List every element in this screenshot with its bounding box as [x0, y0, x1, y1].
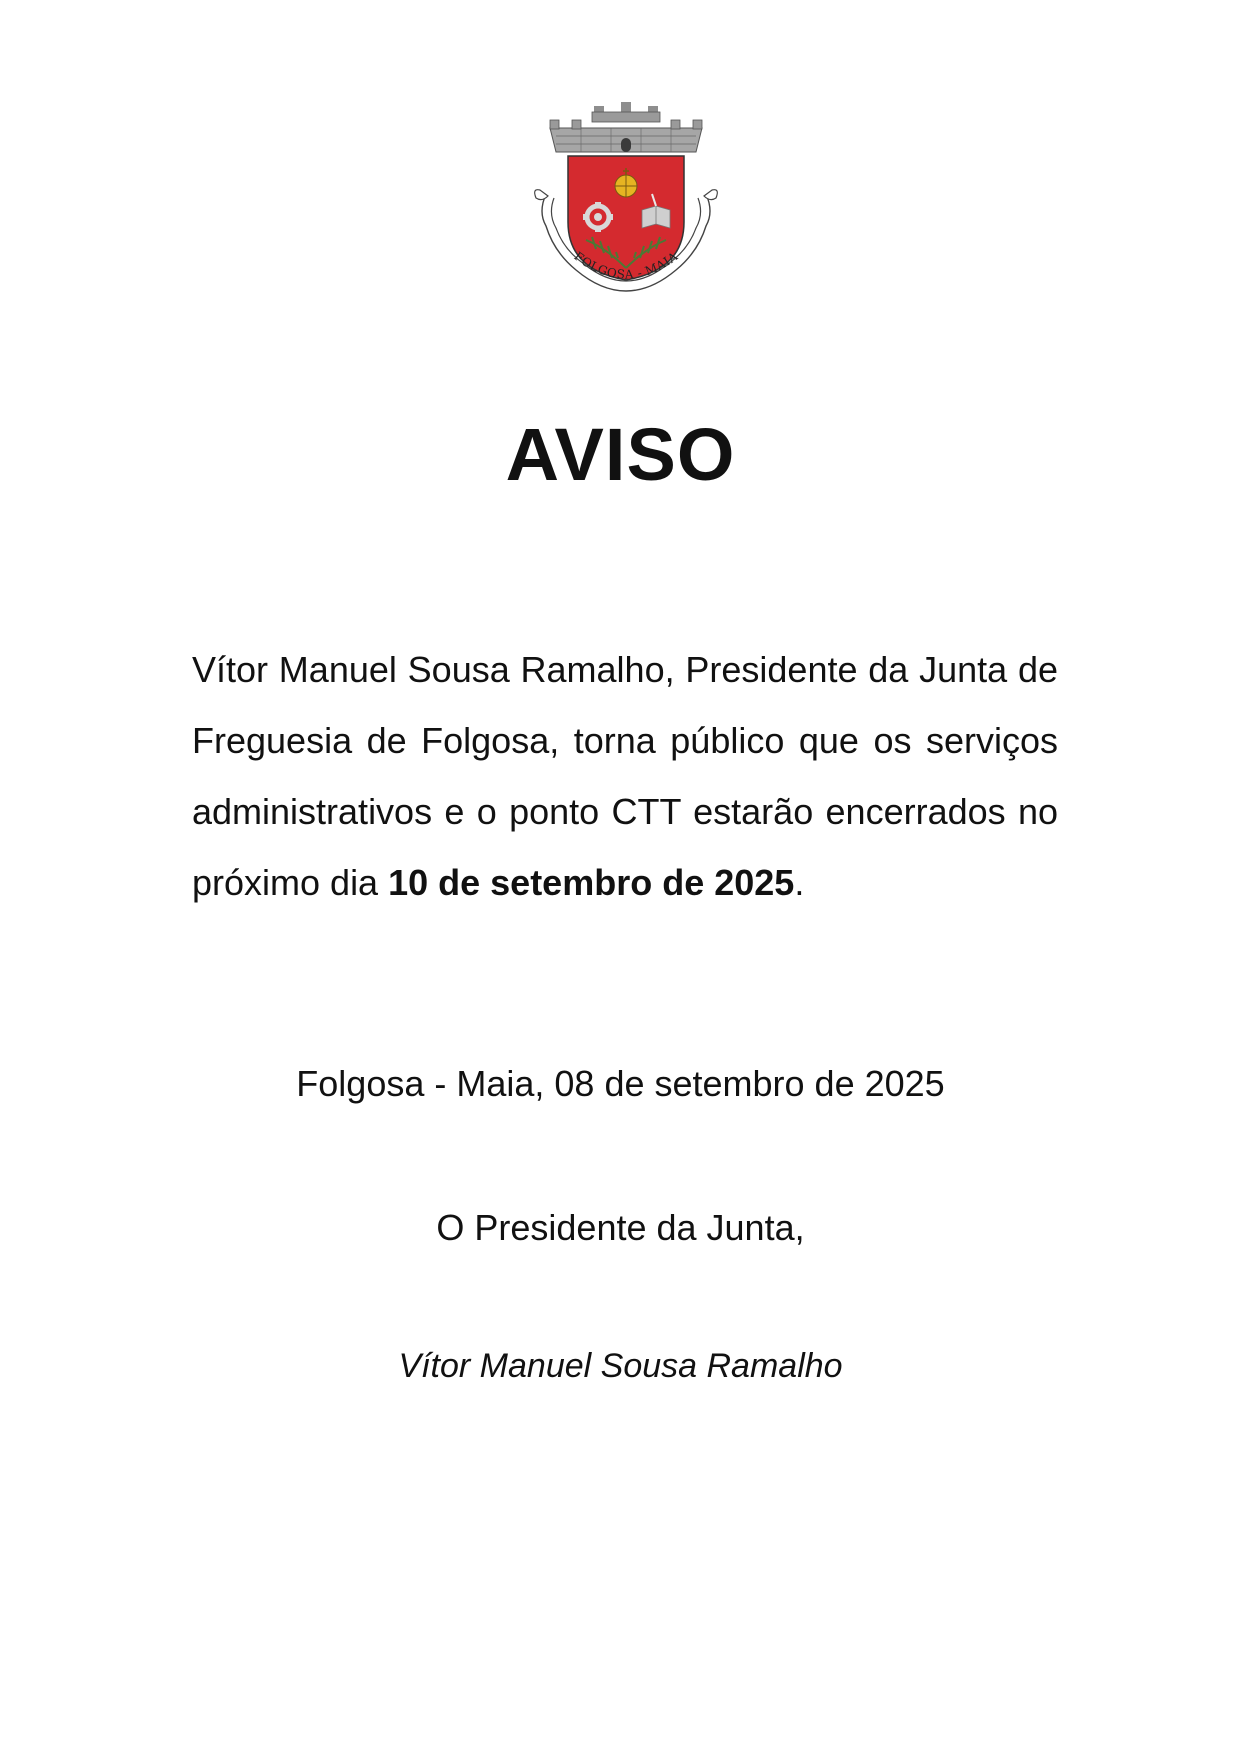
notice-text-start: Vítor Manuel Sousa Ramalho, Presidente da Junta de Freguesia de Folgosa, torna público que os serviços administrativos e o ponto CTT estarão encerrados no próximo dia	[192, 649, 1058, 903]
notice-title: AVISO	[505, 413, 736, 496]
svg-text:FOLGOSA - MAIA: FOLGOSA - MAIA	[571, 249, 681, 282]
closure-date: 10 de setembro de 2025	[388, 862, 795, 903]
signoff-line: O Presidente da Junta,	[436, 1207, 805, 1248]
mural-crown	[550, 102, 702, 152]
place-and-date: Folgosa - Maia, 08 de setembro de 2025	[296, 1063, 945, 1104]
coat-of-arms-logo	[526, 102, 726, 312]
notice-text-end: .	[794, 862, 805, 903]
signature-name: Vítor Manuel Sousa Ramalho	[398, 1347, 843, 1385]
notice-paragraph	[192, 634, 1058, 918]
